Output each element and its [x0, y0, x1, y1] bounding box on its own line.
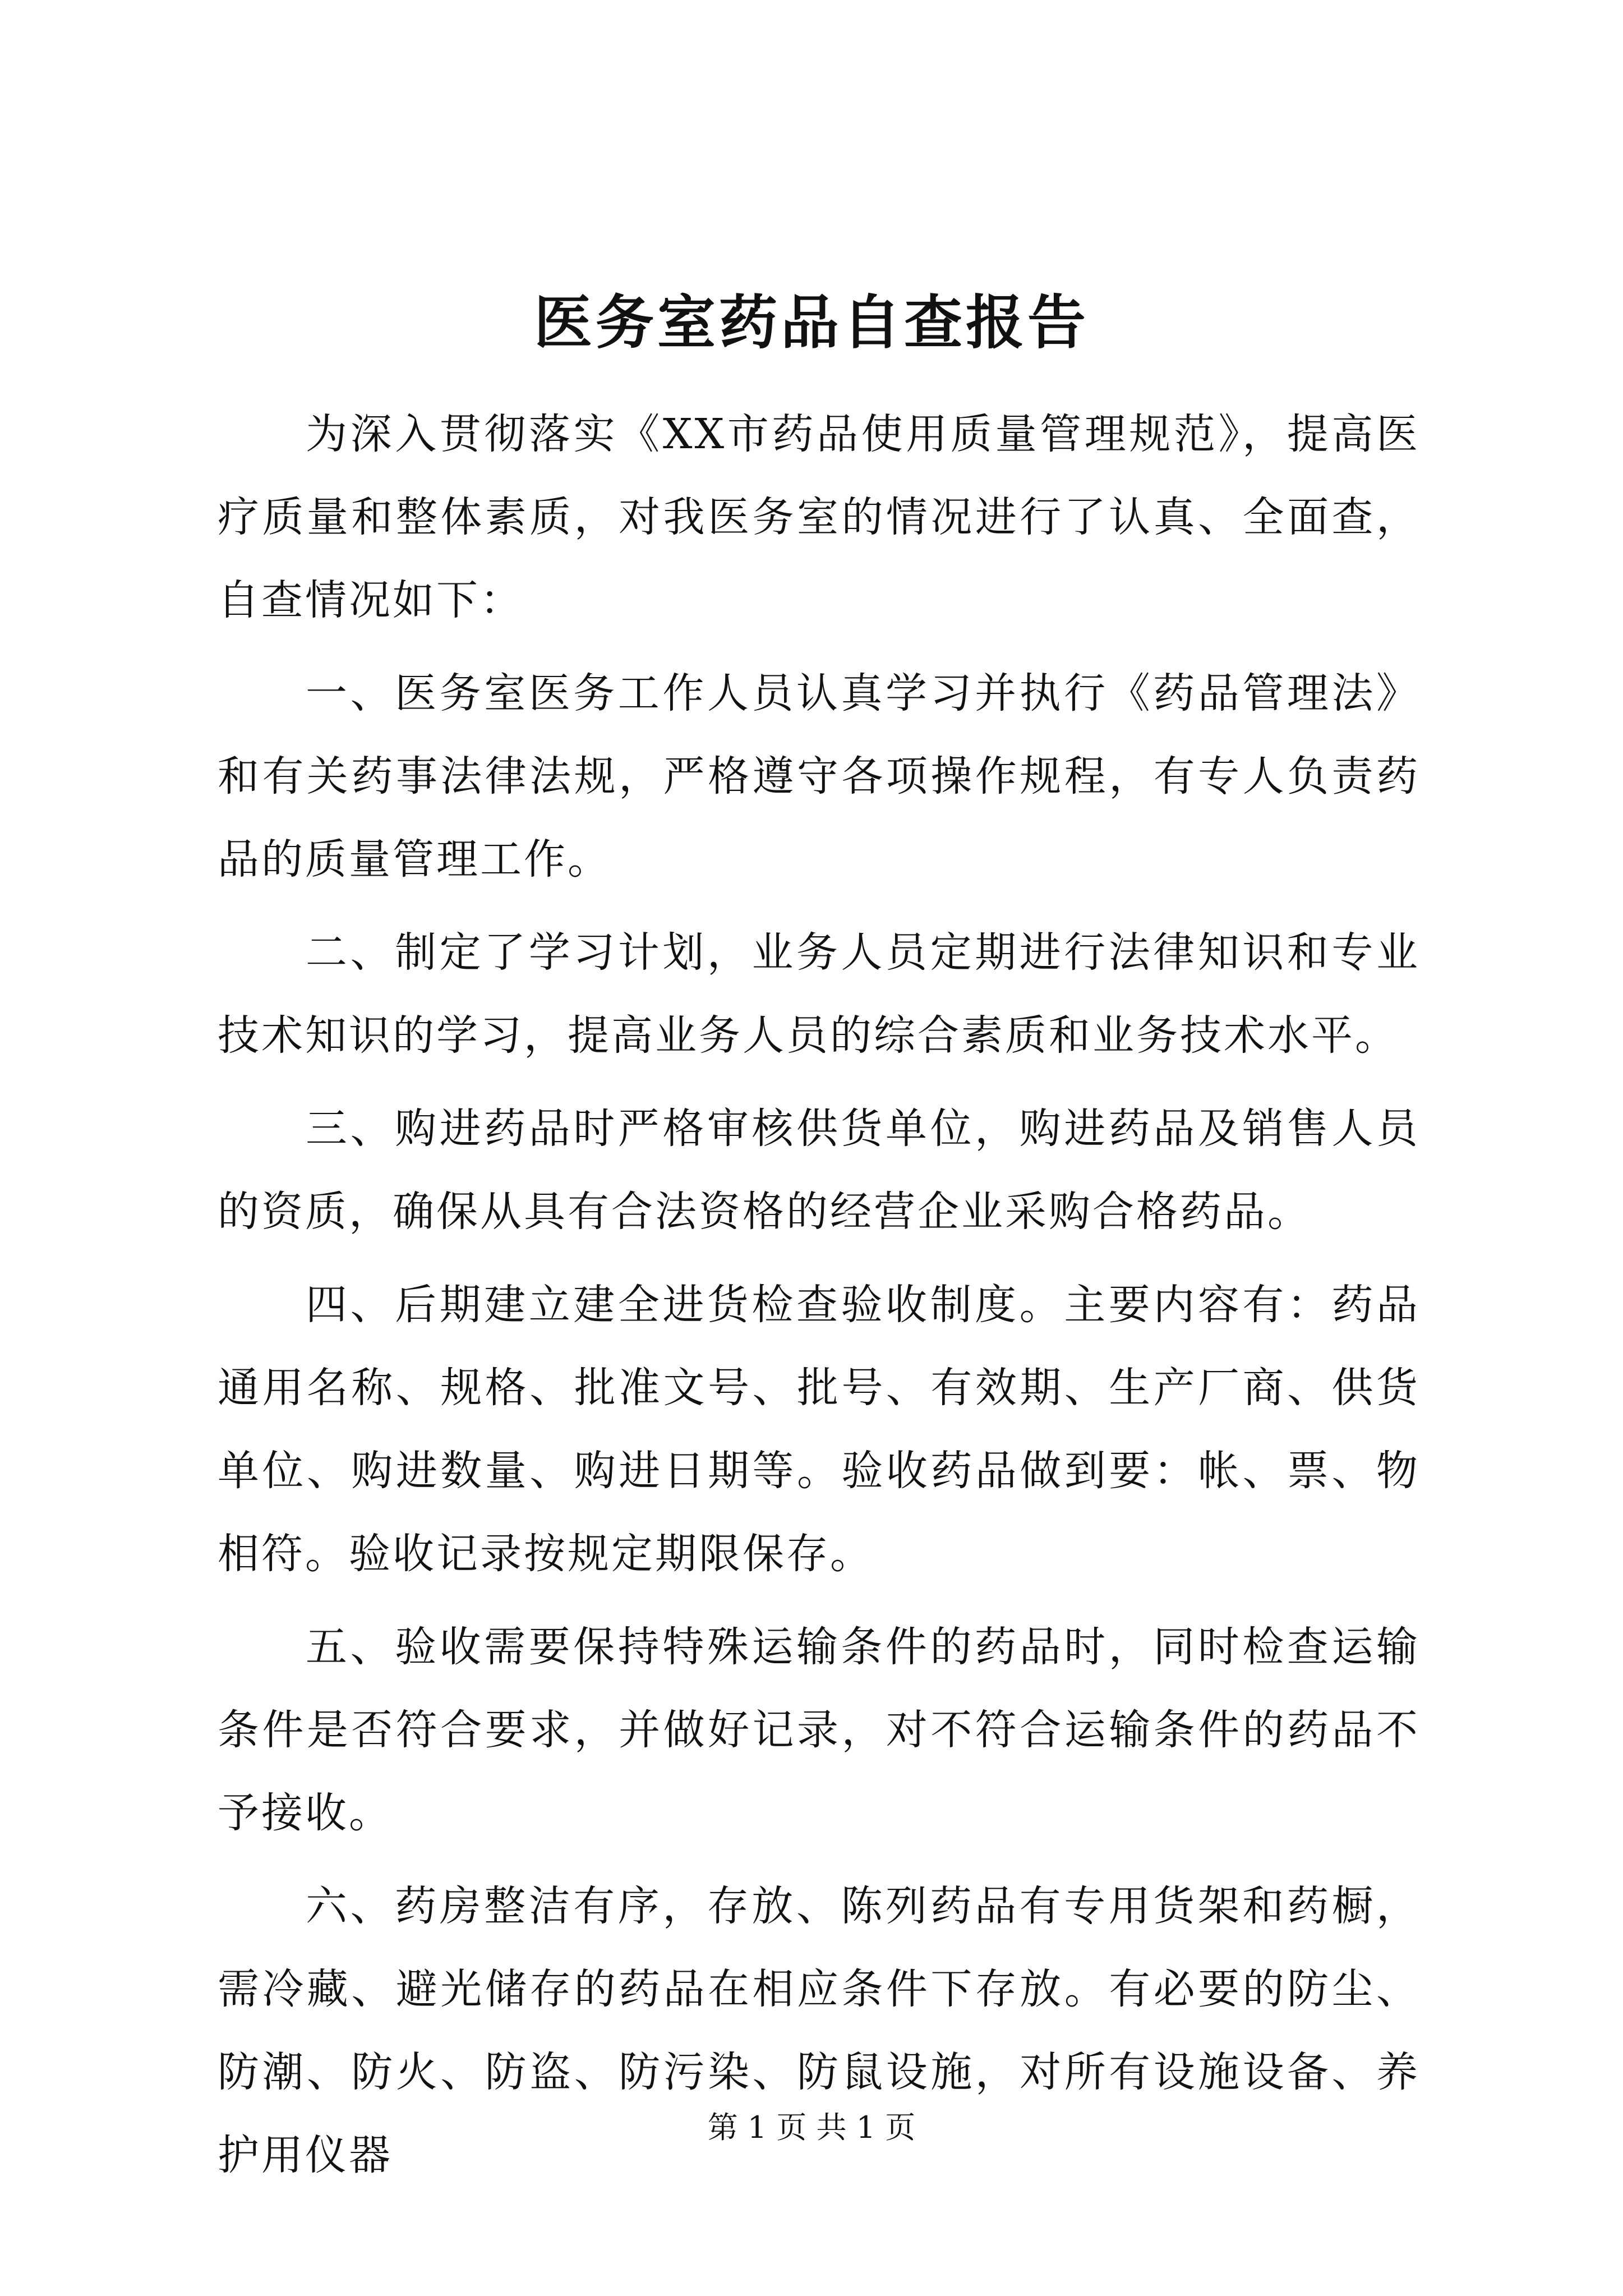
document-body [218, 393, 1420, 2207]
page-footer: 第 1 页 共 1 页 [707, 2110, 916, 2145]
paragraph-intro: 为深入贯彻落实《XX市药品使用质量管理规范》，提高医疗质量和整体素质，对我医务室的情况进行了认真、全面查，自查情况如下： [218, 410, 1420, 624]
document-title: 医务室药品自查报告 [533, 288, 1089, 357]
paragraph-item-2: 二、制定了学习计划，业务人员定期进行法律知识和专业技术知识的学习，提高业务人员的综合素质和业务技术水平。 [218, 928, 1420, 1060]
paragraph-item-6: 六、药房整洁有序，存放、陈列药品有专用货架和药橱，需冷藏、避光储存的药品在相应条件下存放。有必要的防尘、防潮、防火、防盗、防污染、防鼠设施，对所有设施设备、养护用仪器 [218, 1882, 1420, 2179]
paragraph-item-5: 五、验收需要保持特殊运输条件的药品时，同时检查运输条件是否符合要求，并做好记录，对不符合运输条件的药品不予接收。 [218, 1623, 1420, 1837]
paragraph-item-4: 四、后期建立建全进货检查验收制度。主要内容有：药品通用名称、规格、批准文号、批号、有效期、生产厂商、供货单位、购进数量、购进日期等。验收药品做到要：帐、票、物相符。验收记录按规定期限保存。 [218, 1281, 1420, 1578]
paragraph-item-1: 一、医务室医务工作人员认真学习并执行《药品管理法》和有关药事法律法规，严格遵守各项操作规程，有专人负责药品的质量管理工作。 [218, 669, 1420, 884]
paragraph-item-3: 三、购进药品时严格审核供货单位，购进药品及销售人员的资质，确保从具有合法资格的经营企业采购合格药品。 [218, 1105, 1420, 1236]
